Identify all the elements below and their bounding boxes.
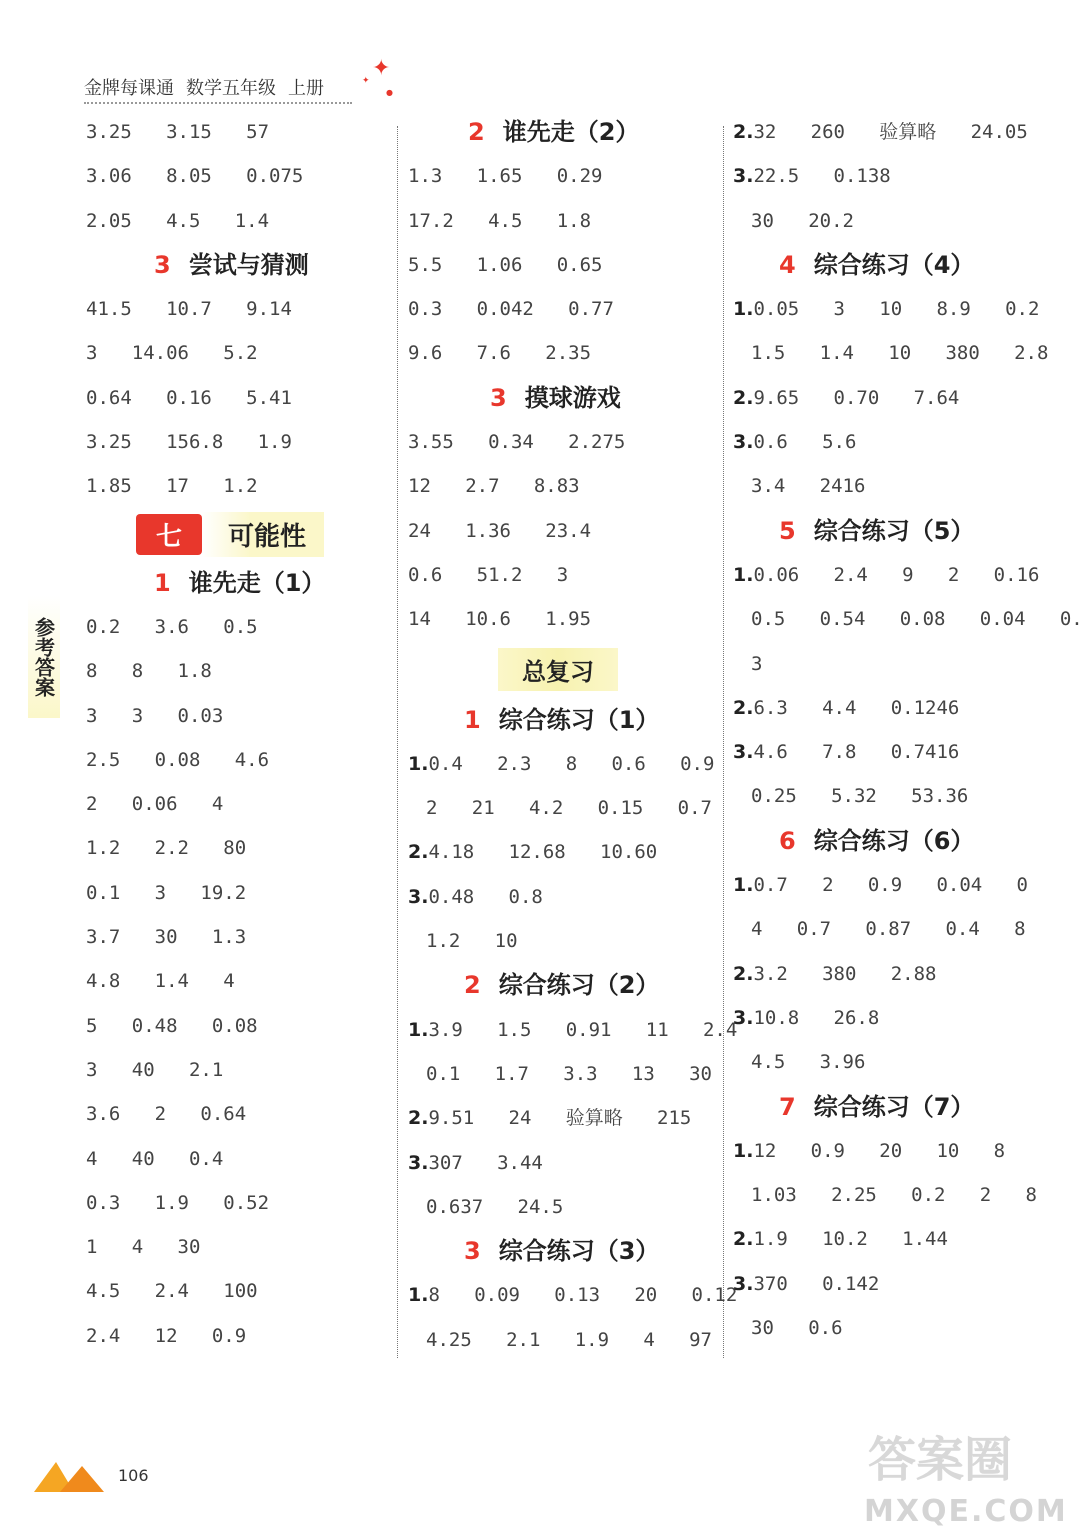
answer-text: 3.2 380 2.88 xyxy=(753,962,937,985)
answer-row xyxy=(733,1217,1033,1261)
question-number: 3. xyxy=(408,885,429,908)
answer-row xyxy=(408,875,718,919)
answer-row: 1 4 30 xyxy=(86,1236,201,1259)
answer-row: 3.7 30 1.3 xyxy=(86,926,247,949)
review-heading: 总复习 xyxy=(408,642,718,698)
answer-row xyxy=(733,774,1033,818)
question-number: 1. xyxy=(408,1284,429,1307)
answer-row xyxy=(733,553,1040,597)
answer-row: 3 40 2.1 xyxy=(86,1058,224,1081)
answer-text: 4 0.7 0.87 0.4 8 xyxy=(751,918,1026,941)
answer-row: 17.2 4.5 1.8 xyxy=(408,209,592,232)
section-heading: 1 谁先走（1） xyxy=(154,568,326,597)
answer-text: 0.48 0.8 xyxy=(428,885,543,908)
answer-row: 1.2 2.2 80 xyxy=(86,837,247,860)
answer-row xyxy=(408,742,718,786)
column-divider xyxy=(397,126,398,1358)
section-heading: 6 综合练习（6） xyxy=(779,826,975,855)
answer-row: 1.3 1.65 0.29 xyxy=(408,165,603,188)
unit-badge: 七 xyxy=(136,514,202,555)
answer-row: 5.5 1.06 0.65 xyxy=(408,253,603,276)
question-number: 3. xyxy=(733,1272,754,1295)
answer-row xyxy=(408,1185,718,1229)
answer-row: 1.85 17 1.2 xyxy=(86,475,258,498)
answer-text: 2 21 4.2 0.15 0.7 xyxy=(426,797,712,820)
answer-row xyxy=(408,1141,718,1185)
answer-text: 32 260 验算略 24.05 xyxy=(753,121,1028,143)
subject-title: 数学五年级 xyxy=(186,78,276,99)
answer-row: 5 0.48 0.08 xyxy=(86,1014,258,1037)
answer-row xyxy=(733,1173,1037,1217)
answer-row xyxy=(408,1273,738,1317)
answer-row: 3 3 0.03 xyxy=(86,704,224,727)
answer-text: 30 0.6 xyxy=(751,1317,843,1340)
watermark-url: MXQE.COM xyxy=(864,1494,1068,1529)
answer-text: 0.637 24.5 xyxy=(426,1195,564,1218)
unit-title: 可能性 xyxy=(202,512,324,557)
answer-row xyxy=(733,331,1049,375)
answer-row: 3.6 2 0.64 xyxy=(86,1103,247,1126)
answer-row xyxy=(733,597,1083,641)
answer-text: 0.06 2.4 9 2 0.16 xyxy=(753,563,1040,586)
volume-title: 上册 xyxy=(288,78,324,99)
answer-row xyxy=(408,919,718,963)
question-number: 3. xyxy=(733,741,754,764)
question-number: 1. xyxy=(733,563,754,586)
question-number: 3. xyxy=(733,1006,754,1029)
question-number: 2. xyxy=(733,696,754,719)
answer-row xyxy=(733,287,1040,331)
answer-row: 4 40 0.4 xyxy=(86,1147,224,1170)
section-heading: 2 谁先走（2） xyxy=(468,118,640,146)
question-number: 2. xyxy=(408,841,429,864)
answer-row: 0.3 1.9 0.52 xyxy=(86,1191,270,1214)
section-heading: 1 综合练习（1） xyxy=(464,705,660,734)
answer-row xyxy=(733,376,1033,420)
question-number: 3. xyxy=(408,1151,429,1174)
question-number: 2. xyxy=(733,962,754,985)
answer-row xyxy=(733,863,1033,907)
answer-row: 8 8 1.8 xyxy=(86,660,212,683)
side-tab-answers: 参考答案 xyxy=(28,596,60,718)
answer-text: 0.05 3 10 8.9 0.2 xyxy=(753,298,1040,321)
section-heading: 3 尝试与猜测 xyxy=(154,250,309,279)
answer-text: 22.5 0.138 xyxy=(753,165,891,188)
answer-text: 0.4 2.3 8 0.6 0.9 xyxy=(428,752,715,775)
page-number: 106 xyxy=(118,1466,149,1485)
answer-row xyxy=(733,952,1033,996)
answer-row xyxy=(733,110,1033,154)
answer-row xyxy=(408,1008,738,1052)
answer-column-3 xyxy=(733,110,1083,1350)
question-number: 2. xyxy=(733,1228,754,1251)
section-heading: 4 综合练习（4） xyxy=(779,250,975,279)
answer-text: 30 20.2 xyxy=(751,209,854,232)
answer-text: 4.6 7.8 0.7416 xyxy=(753,741,960,764)
answer-row xyxy=(733,907,1033,951)
answer-text: 3.9 1.5 0.91 11 2.4 xyxy=(428,1018,738,1041)
column-divider xyxy=(723,126,724,1358)
answer-row: 2.4 12 0.9 xyxy=(86,1324,247,1347)
answer-text: 6.3 4.4 0.1246 xyxy=(753,696,960,719)
answer-text: 4.5 3.96 xyxy=(751,1051,866,1074)
question-number: 1. xyxy=(733,1139,754,1162)
answer-row xyxy=(733,420,1033,464)
answer-row xyxy=(733,1306,1033,1350)
small-star-icon: ✦ xyxy=(362,76,370,86)
dot-icon: ● xyxy=(386,88,393,97)
section-heading: 2 综合练习（2） xyxy=(464,971,660,1000)
answer-text: 1.5 1.4 10 380 2.8 xyxy=(751,342,1049,365)
answer-row: 2 0.06 4 xyxy=(86,793,224,816)
answer-row: 12 2.7 8.83 xyxy=(408,475,580,498)
answer-text: 0.1 1.7 3.3 13 30 xyxy=(426,1062,712,1085)
answer-row: 3.55 0.34 2.275 xyxy=(408,431,626,454)
answer-text: 370 0.142 xyxy=(753,1272,880,1295)
answer-row: 0.1 3 19.2 xyxy=(86,881,247,904)
page-header xyxy=(84,74,352,104)
answer-row: 3.06 8.05 0.075 xyxy=(86,165,304,188)
answer-text: 9.65 0.70 7.64 xyxy=(753,386,960,409)
question-number: 1. xyxy=(733,298,754,321)
answer-text: 1.2 10 xyxy=(426,930,518,953)
answer-row xyxy=(408,1096,718,1140)
answer-text: 0.7 2 0.9 0.04 0 xyxy=(753,874,1028,897)
answer-text: 10.8 26.8 xyxy=(753,1006,880,1029)
mountain-logo-icon xyxy=(34,1456,114,1492)
answer-text: 8 0.09 0.13 20 0.12 xyxy=(428,1284,738,1307)
answer-row: 3.25 3.15 57 xyxy=(86,121,270,143)
answer-row xyxy=(733,642,1033,686)
answer-row: 4.8 1.4 4 xyxy=(86,970,235,993)
question-number: 1. xyxy=(408,752,429,775)
answer-row xyxy=(733,199,1033,243)
answer-text: 0.6 5.6 xyxy=(753,431,857,454)
answer-row xyxy=(408,830,718,874)
section-heading: 3 摸球游戏 xyxy=(490,383,621,412)
answer-row: 0.2 3.6 0.5 xyxy=(86,615,258,638)
answer-row xyxy=(733,1040,1033,1084)
answer-column-1 xyxy=(86,110,386,1358)
answer-row: 9.6 7.6 2.35 xyxy=(408,342,592,365)
star-icon: ✦ xyxy=(372,56,391,81)
answer-text: 3 xyxy=(751,652,763,675)
answer-text: 1.03 2.25 0.2 2 8 xyxy=(751,1184,1037,1207)
answer-row: 4.5 2.4 100 xyxy=(86,1280,258,1303)
answer-row xyxy=(733,1262,1033,1306)
answer-row: 24 1.36 23.4 xyxy=(408,519,592,542)
question-number: 2. xyxy=(733,386,754,409)
section-heading: 5 综合练习（5） xyxy=(779,516,975,545)
answer-row: 3.25 156.8 1.9 xyxy=(86,431,292,454)
answer-row xyxy=(733,996,1033,1040)
answer-row: 0.64 0.16 5.41 xyxy=(86,386,292,409)
answer-row xyxy=(408,1052,718,1096)
watermark-logo: 答案圈 xyxy=(868,1432,1013,1488)
answer-row: 2.5 0.08 4.6 xyxy=(86,748,270,771)
answer-row: 3 14.06 5.2 xyxy=(86,342,258,365)
question-number: 3. xyxy=(733,165,754,188)
answer-text: 3.4 2416 xyxy=(751,475,866,498)
answer-row xyxy=(733,686,1033,730)
section-heading: 7 综合练习（7） xyxy=(779,1092,975,1121)
answer-row: 0.3 0.042 0.77 xyxy=(408,298,614,321)
answer-text: 4.18 12.68 10.60 xyxy=(428,841,658,864)
question-number: 2. xyxy=(733,121,754,143)
answer-column-2 xyxy=(408,110,738,1362)
answer-row: 14 10.6 1.95 xyxy=(408,608,592,631)
answer-text: 307 3.44 xyxy=(428,1151,543,1174)
answer-text: 0.5 0.54 0.08 0.04 0. xyxy=(751,608,1083,631)
answer-row: 2.05 4.5 1.4 xyxy=(86,209,270,232)
answer-row xyxy=(733,464,1033,508)
answer-row xyxy=(408,1318,718,1362)
answer-row xyxy=(733,1129,1033,1173)
answer-row: 0.6 51.2 3 xyxy=(408,563,569,586)
answer-text: 1.9 10.2 1.44 xyxy=(753,1228,948,1251)
question-number: 1. xyxy=(733,874,754,897)
answer-text: 9.51 24 验算略 215 xyxy=(428,1107,692,1130)
answer-text: 4.25 2.1 1.9 4 97 xyxy=(426,1328,712,1351)
unit-heading xyxy=(86,509,386,561)
answer-text: 12 0.9 20 10 8 xyxy=(753,1139,1006,1162)
answer-text: 0.25 5.32 53.36 xyxy=(751,785,969,808)
answer-row xyxy=(408,786,718,830)
answer-row xyxy=(733,730,1033,774)
question-number: 2. xyxy=(408,1107,429,1130)
question-number: 1. xyxy=(408,1018,429,1041)
question-number: 3. xyxy=(733,431,754,454)
answer-row xyxy=(733,154,1033,198)
section-heading: 3 综合练习（3） xyxy=(464,1237,660,1266)
answer-row: 41.5 10.7 9.14 xyxy=(86,298,292,321)
series-title: 金牌每课通 xyxy=(84,78,174,99)
